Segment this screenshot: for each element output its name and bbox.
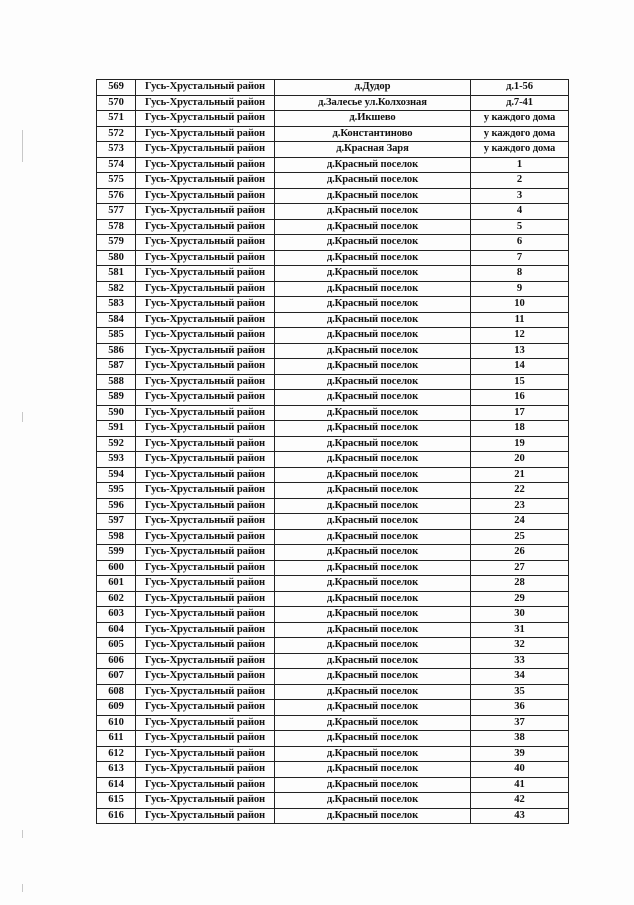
table-row xyxy=(97,607,569,623)
district-cell: Гусь-Хрустальный район xyxy=(136,731,275,747)
scan-mark xyxy=(22,884,23,892)
table-row xyxy=(97,126,569,142)
locality-cell: д.Красный поселок xyxy=(275,529,471,545)
house-cell: 42 xyxy=(471,793,569,809)
row-number-cell: 597 xyxy=(97,514,136,530)
district-cell: Гусь-Хрустальный район xyxy=(136,219,275,235)
locality-cell: д.Красный поселок xyxy=(275,607,471,623)
row-number-cell: 582 xyxy=(97,281,136,297)
table-row xyxy=(97,529,569,545)
district-cell: Гусь-Хрустальный район xyxy=(136,204,275,220)
district-cell: Гусь-Хрустальный район xyxy=(136,793,275,809)
house-cell: 33 xyxy=(471,653,569,669)
table-row xyxy=(97,312,569,328)
table-row xyxy=(97,297,569,313)
locality-cell: д.Красный поселок xyxy=(275,235,471,251)
house-cell: 7 xyxy=(471,250,569,266)
row-number-cell: 592 xyxy=(97,436,136,452)
locality-cell: д.Красный поселок xyxy=(275,297,471,313)
table-row xyxy=(97,328,569,344)
district-cell: Гусь-Хрустальный район xyxy=(136,746,275,762)
house-cell: 27 xyxy=(471,560,569,576)
table-row xyxy=(97,746,569,762)
row-number-cell: 615 xyxy=(97,793,136,809)
row-number-cell: 608 xyxy=(97,684,136,700)
table-row xyxy=(97,390,569,406)
table-row xyxy=(97,483,569,499)
locality-cell: д.Красный поселок xyxy=(275,374,471,390)
row-number-cell: 571 xyxy=(97,111,136,127)
district-cell: Гусь-Хрустальный район xyxy=(136,529,275,545)
table-row xyxy=(97,374,569,390)
table-row xyxy=(97,715,569,731)
house-cell: 29 xyxy=(471,591,569,607)
row-number-cell: 612 xyxy=(97,746,136,762)
locality-cell: д.Красный поселок xyxy=(275,173,471,189)
house-cell: 17 xyxy=(471,405,569,421)
table-row xyxy=(97,219,569,235)
district-cell: Гусь-Хрустальный район xyxy=(136,684,275,700)
locality-cell: д.Красный поселок xyxy=(275,762,471,778)
house-cell: 8 xyxy=(471,266,569,282)
table-row xyxy=(97,436,569,452)
locality-cell: д.Красный поселок xyxy=(275,514,471,530)
row-number-cell: 594 xyxy=(97,467,136,483)
district-cell: Гусь-Хрустальный район xyxy=(136,188,275,204)
row-number-cell: 616 xyxy=(97,808,136,824)
house-cell: 1 xyxy=(471,157,569,173)
house-cell: д.7-41 xyxy=(471,95,569,111)
locality-cell: д.Красный поселок xyxy=(275,777,471,793)
house-cell: 16 xyxy=(471,390,569,406)
district-cell: Гусь-Хрустальный район xyxy=(136,126,275,142)
district-cell: Гусь-Хрустальный район xyxy=(136,498,275,514)
table-row xyxy=(97,545,569,561)
row-number-cell: 601 xyxy=(97,576,136,592)
locality-cell: д.Красный поселок xyxy=(275,715,471,731)
row-number-cell: 577 xyxy=(97,204,136,220)
table-row xyxy=(97,576,569,592)
district-cell: Гусь-Хрустальный район xyxy=(136,607,275,623)
district-cell: Гусь-Хрустальный район xyxy=(136,514,275,530)
scan-mark xyxy=(22,130,23,162)
scan-mark xyxy=(22,412,23,422)
district-cell: Гусь-Хрустальный район xyxy=(136,669,275,685)
locality-cell: д.Красный поселок xyxy=(275,328,471,344)
table-row xyxy=(97,142,569,158)
row-number-cell: 575 xyxy=(97,173,136,189)
locality-cell: д.Красный поселок xyxy=(275,250,471,266)
row-number-cell: 600 xyxy=(97,560,136,576)
district-cell: Гусь-Хрустальный район xyxy=(136,173,275,189)
locality-cell: д.Красный поселок xyxy=(275,452,471,468)
table-row xyxy=(97,235,569,251)
house-cell: 37 xyxy=(471,715,569,731)
table-row xyxy=(97,421,569,437)
district-cell: Гусь-Хрустальный район xyxy=(136,297,275,313)
table-row xyxy=(97,684,569,700)
house-cell: 11 xyxy=(471,312,569,328)
table-row xyxy=(97,157,569,173)
row-number-cell: 587 xyxy=(97,359,136,375)
house-cell: 41 xyxy=(471,777,569,793)
house-cell: 13 xyxy=(471,343,569,359)
house-cell: 22 xyxy=(471,483,569,499)
row-number-cell: 573 xyxy=(97,142,136,158)
house-cell: 14 xyxy=(471,359,569,375)
row-number-cell: 595 xyxy=(97,483,136,499)
district-cell: Гусь-Хрустальный район xyxy=(136,235,275,251)
locality-cell: д.Красный поселок xyxy=(275,793,471,809)
house-cell: у каждого дома xyxy=(471,126,569,142)
table-row xyxy=(97,343,569,359)
district-cell: Гусь-Хрустальный район xyxy=(136,715,275,731)
row-number-cell: 576 xyxy=(97,188,136,204)
table-row xyxy=(97,777,569,793)
district-cell: Гусь-Хрустальный район xyxy=(136,328,275,344)
locality-cell: д.Залесье ул.Колхозная xyxy=(275,95,471,111)
table-row xyxy=(97,266,569,282)
table-row xyxy=(97,281,569,297)
row-number-cell: 588 xyxy=(97,374,136,390)
locality-cell: д.Красный поселок xyxy=(275,545,471,561)
table-row xyxy=(97,638,569,654)
district-cell: Гусь-Хрустальный район xyxy=(136,653,275,669)
house-cell: 32 xyxy=(471,638,569,654)
locality-cell: д.Дудор xyxy=(275,80,471,96)
locality-cell: д.Красный поселок xyxy=(275,638,471,654)
table-row xyxy=(97,405,569,421)
house-cell: 43 xyxy=(471,808,569,824)
table-row xyxy=(97,560,569,576)
locality-cell: д.Красный поселок xyxy=(275,808,471,824)
locality-cell: д.Красный поселок xyxy=(275,157,471,173)
district-cell: Гусь-Хрустальный район xyxy=(136,95,275,111)
table-row xyxy=(97,793,569,809)
district-cell: Гусь-Хрустальный район xyxy=(136,359,275,375)
row-number-cell: 599 xyxy=(97,545,136,561)
table-row xyxy=(97,653,569,669)
row-number-cell: 602 xyxy=(97,591,136,607)
house-cell: 9 xyxy=(471,281,569,297)
house-cell: 18 xyxy=(471,421,569,437)
table-row xyxy=(97,498,569,514)
row-number-cell: 589 xyxy=(97,390,136,406)
row-number-cell: 614 xyxy=(97,777,136,793)
house-cell: 39 xyxy=(471,746,569,762)
district-cell: Гусь-Хрустальный район xyxy=(136,591,275,607)
table-row xyxy=(97,591,569,607)
district-cell: Гусь-Хрустальный район xyxy=(136,142,275,158)
district-cell: Гусь-Хрустальный район xyxy=(136,808,275,824)
house-cell: 2 xyxy=(471,173,569,189)
row-number-cell: 613 xyxy=(97,762,136,778)
row-number-cell: 584 xyxy=(97,312,136,328)
table-row xyxy=(97,111,569,127)
locality-cell: д.Красный поселок xyxy=(275,483,471,499)
district-cell: Гусь-Хрустальный район xyxy=(136,111,275,127)
row-number-cell: 610 xyxy=(97,715,136,731)
locality-cell: д.Красный поселок xyxy=(275,421,471,437)
locality-cell: д.Красный поселок xyxy=(275,188,471,204)
row-number-cell: 570 xyxy=(97,95,136,111)
row-number-cell: 611 xyxy=(97,731,136,747)
house-cell: 38 xyxy=(471,731,569,747)
row-number-cell: 606 xyxy=(97,653,136,669)
locality-cell: д.Красный поселок xyxy=(275,731,471,747)
house-cell: 5 xyxy=(471,219,569,235)
locality-cell: д.Красный поселок xyxy=(275,204,471,220)
district-cell: Гусь-Хрустальный район xyxy=(136,638,275,654)
house-cell: 34 xyxy=(471,669,569,685)
district-cell: Гусь-Хрустальный район xyxy=(136,266,275,282)
district-cell: Гусь-Хрустальный район xyxy=(136,483,275,499)
district-cell: Гусь-Хрустальный район xyxy=(136,436,275,452)
district-cell: Гусь-Хрустальный район xyxy=(136,405,275,421)
district-cell: Гусь-Хрустальный район xyxy=(136,157,275,173)
house-cell: 19 xyxy=(471,436,569,452)
row-number-cell: 609 xyxy=(97,700,136,716)
locality-cell: д.Красный поселок xyxy=(275,498,471,514)
house-cell: 23 xyxy=(471,498,569,514)
table-row xyxy=(97,514,569,530)
table-row xyxy=(97,622,569,638)
locality-cell: д.Красный поселок xyxy=(275,312,471,328)
district-cell: Гусь-Хрустальный район xyxy=(136,343,275,359)
scan-mark xyxy=(22,830,23,838)
district-cell: Гусь-Хрустальный район xyxy=(136,467,275,483)
district-cell: Гусь-Хрустальный район xyxy=(136,281,275,297)
house-cell: 3 xyxy=(471,188,569,204)
row-number-cell: 590 xyxy=(97,405,136,421)
district-cell: Гусь-Хрустальный район xyxy=(136,700,275,716)
locality-cell: д.Красный поселок xyxy=(275,359,471,375)
house-cell: 21 xyxy=(471,467,569,483)
house-cell: 24 xyxy=(471,514,569,530)
locality-cell: д.Красный поселок xyxy=(275,405,471,421)
table-row xyxy=(97,467,569,483)
table-row xyxy=(97,762,569,778)
row-number-cell: 598 xyxy=(97,529,136,545)
table-row xyxy=(97,204,569,220)
district-cell: Гусь-Хрустальный район xyxy=(136,777,275,793)
house-cell: 40 xyxy=(471,762,569,778)
house-cell: 35 xyxy=(471,684,569,700)
row-number-cell: 586 xyxy=(97,343,136,359)
district-cell: Гусь-Хрустальный район xyxy=(136,374,275,390)
district-cell: Гусь-Хрустальный район xyxy=(136,560,275,576)
district-cell: Гусь-Хрустальный район xyxy=(136,80,275,96)
table-row xyxy=(97,188,569,204)
locality-cell: д.Красный поселок xyxy=(275,560,471,576)
table-row xyxy=(97,808,569,824)
locality-cell: д.Красный поселок xyxy=(275,669,471,685)
locality-cell: д.Красный поселок xyxy=(275,576,471,592)
row-number-cell: 579 xyxy=(97,235,136,251)
house-cell: 28 xyxy=(471,576,569,592)
locality-cell: д.Красный поселок xyxy=(275,746,471,762)
row-number-cell: 585 xyxy=(97,328,136,344)
row-number-cell: 583 xyxy=(97,297,136,313)
district-cell: Гусь-Хрустальный район xyxy=(136,390,275,406)
row-number-cell: 578 xyxy=(97,219,136,235)
row-number-cell: 604 xyxy=(97,622,136,638)
house-cell: 12 xyxy=(471,328,569,344)
house-cell: 10 xyxy=(471,297,569,313)
house-cell: 30 xyxy=(471,607,569,623)
row-number-cell: 572 xyxy=(97,126,136,142)
locality-cell: д.Красный поселок xyxy=(275,219,471,235)
row-number-cell: 593 xyxy=(97,452,136,468)
table-row xyxy=(97,80,569,96)
house-cell: у каждого дома xyxy=(471,111,569,127)
locality-cell: д.Красный поселок xyxy=(275,343,471,359)
house-cell: д.1-56 xyxy=(471,80,569,96)
house-cell: 6 xyxy=(471,235,569,251)
row-number-cell: 607 xyxy=(97,669,136,685)
locality-cell: д.Константиново xyxy=(275,126,471,142)
table-row xyxy=(97,95,569,111)
house-cell: 15 xyxy=(471,374,569,390)
locality-cell: д.Красный поселок xyxy=(275,467,471,483)
district-cell: Гусь-Хрустальный район xyxy=(136,762,275,778)
locality-cell: д.Красный поселок xyxy=(275,700,471,716)
locality-cell: д.Красная Заря xyxy=(275,142,471,158)
district-cell: Гусь-Хрустальный район xyxy=(136,250,275,266)
locality-cell: д.Красный поселок xyxy=(275,684,471,700)
table-row xyxy=(97,452,569,468)
district-cell: Гусь-Хрустальный район xyxy=(136,421,275,437)
house-cell: 26 xyxy=(471,545,569,561)
row-number-cell: 591 xyxy=(97,421,136,437)
row-number-cell: 574 xyxy=(97,157,136,173)
house-cell: 25 xyxy=(471,529,569,545)
house-cell: у каждого дома xyxy=(471,142,569,158)
locality-cell: д.Красный поселок xyxy=(275,390,471,406)
table-row xyxy=(97,359,569,375)
locality-cell: д.Красный поселок xyxy=(275,591,471,607)
district-cell: Гусь-Хрустальный район xyxy=(136,576,275,592)
locality-cell: д.Красный поселок xyxy=(275,653,471,669)
locality-cell: д.Красный поселок xyxy=(275,281,471,297)
locality-cell: д.Красный поселок xyxy=(275,266,471,282)
house-cell: 36 xyxy=(471,700,569,716)
house-cell: 31 xyxy=(471,622,569,638)
row-number-cell: 581 xyxy=(97,266,136,282)
table-row xyxy=(97,250,569,266)
district-cell: Гусь-Хрустальный район xyxy=(136,545,275,561)
district-cell: Гусь-Хрустальный район xyxy=(136,452,275,468)
row-number-cell: 569 xyxy=(97,80,136,96)
locality-cell: д.Икшево xyxy=(275,111,471,127)
district-cell: Гусь-Хрустальный район xyxy=(136,622,275,638)
table-row xyxy=(97,700,569,716)
locality-cell: д.Красный поселок xyxy=(275,436,471,452)
table-row xyxy=(97,731,569,747)
house-cell: 4 xyxy=(471,204,569,220)
row-number-cell: 596 xyxy=(97,498,136,514)
row-number-cell: 605 xyxy=(97,638,136,654)
row-number-cell: 603 xyxy=(97,607,136,623)
table-row xyxy=(97,173,569,189)
locality-cell: д.Красный поселок xyxy=(275,622,471,638)
district-cell: Гусь-Хрустальный район xyxy=(136,312,275,328)
registry-table xyxy=(96,79,569,824)
registry-table-body xyxy=(97,80,569,824)
table-row xyxy=(97,669,569,685)
house-cell: 20 xyxy=(471,452,569,468)
row-number-cell: 580 xyxy=(97,250,136,266)
